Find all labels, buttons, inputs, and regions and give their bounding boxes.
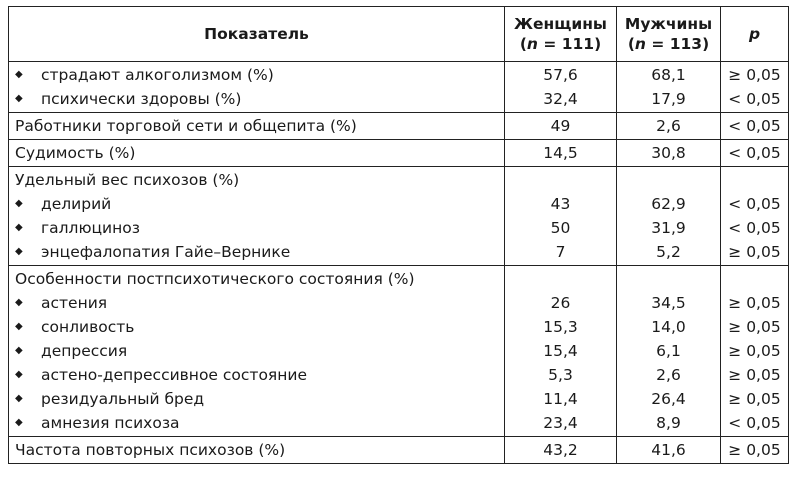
bullet-icon: ◆ [15, 393, 23, 404]
header-men-title: Мужчины [624, 15, 713, 33]
p-value: ≥ 0,05 [728, 318, 781, 336]
men-value: 26,4 [651, 390, 686, 408]
men-value: 5,2 [656, 243, 681, 261]
list-item [9, 216, 504, 240]
list-item-label: страдают алкоголизмом (%) [41, 66, 274, 84]
row-title: Удельный вес психозов (%) [15, 171, 240, 189]
header-women [505, 7, 617, 62]
indicator-cell [9, 113, 505, 140]
men-value: 2,6 [656, 117, 681, 135]
men-cell [617, 167, 721, 266]
table-row [9, 62, 789, 113]
men-value: 62,9 [651, 195, 686, 213]
p-value: ≥ 0,05 [728, 366, 781, 384]
table-row [9, 167, 789, 266]
list-item-label: галлюциноз [41, 219, 140, 237]
p-value: < 0,05 [728, 144, 781, 162]
indicator-cell [9, 437, 505, 464]
bullet-icon: ◆ [15, 321, 23, 332]
header-men-n-label: n [634, 35, 646, 53]
header-men-n: (n = 113) [627, 35, 710, 53]
p-value: < 0,05 [728, 90, 781, 108]
men-value: 14,0 [651, 318, 686, 336]
indicator-cell [9, 62, 505, 113]
row-title: Частота повторных психозов (%) [15, 441, 286, 459]
spacer [721, 168, 788, 192]
men-cell [617, 140, 721, 167]
header-indicator-label: Показатель [204, 25, 309, 43]
indicator-cell [9, 266, 505, 437]
women-cell [505, 266, 617, 437]
p-cell [721, 62, 789, 113]
women-value: 43,2 [543, 441, 578, 459]
men-value: 41,6 [651, 441, 686, 459]
men-value: 34,5 [651, 294, 686, 312]
p-value: ≥ 0,05 [728, 66, 781, 84]
list-item [9, 411, 504, 435]
women-cell [505, 62, 617, 113]
table-row [9, 266, 789, 437]
list-item-label: астения [41, 294, 108, 312]
spacer [505, 168, 616, 192]
spacer [505, 267, 616, 291]
spacer [617, 168, 720, 192]
bullet-icon: ◆ [15, 246, 23, 257]
header-row [9, 7, 789, 62]
table-row [9, 113, 789, 140]
women-cell [505, 167, 617, 266]
list-item-label: психически здоровы (%) [41, 90, 242, 108]
bullet-icon: ◆ [15, 93, 23, 104]
spacer [721, 267, 788, 291]
men-value: 31,9 [651, 219, 686, 237]
p-cell [721, 140, 789, 167]
list-item [9, 315, 504, 339]
women-value: 15,4 [543, 342, 578, 360]
bullet-icon: ◆ [15, 369, 23, 380]
header-men-n-value: = 113) [645, 35, 710, 53]
list-item [9, 339, 504, 363]
list-item [9, 363, 504, 387]
women-value: 49 [550, 117, 571, 135]
list-item-label: сонливость [41, 318, 135, 336]
women-value: 50 [550, 219, 571, 237]
women-cell [505, 113, 617, 140]
list-item-label: депрессия [41, 342, 128, 360]
p-cell [721, 437, 789, 464]
bullet-icon: ◆ [15, 417, 23, 428]
bullet-icon: ◆ [15, 297, 23, 308]
p-value: ≥ 0,05 [728, 441, 781, 459]
row-title: Особенности постпсихотического состояния (%) [15, 270, 415, 288]
comparison-table [8, 6, 789, 464]
women-value: 15,3 [543, 318, 578, 336]
men-cell [617, 62, 721, 113]
table-row [9, 437, 789, 464]
spacer [617, 267, 720, 291]
p-cell [721, 266, 789, 437]
header-indicator [9, 7, 505, 62]
p-value: ≥ 0,05 [728, 243, 781, 261]
header-p-label: p [748, 25, 761, 43]
men-value: 68,1 [651, 66, 686, 84]
list-item-label: энцефалопатия Гайе–Вернике [41, 243, 291, 261]
men-cell [617, 266, 721, 437]
p-value: ≥ 0,05 [728, 390, 781, 408]
women-value: 32,4 [543, 90, 578, 108]
list-item-label: резидуальный бред [41, 390, 205, 408]
header-p [721, 7, 789, 62]
indicator-cell [9, 140, 505, 167]
women-value: 26 [550, 294, 571, 312]
bullet-icon: ◆ [15, 345, 23, 356]
p-value: ≥ 0,05 [728, 294, 781, 312]
women-value: 23,4 [543, 414, 578, 432]
p-value: ≥ 0,05 [728, 342, 781, 360]
bullet-icon: ◆ [15, 69, 23, 80]
men-cell [617, 437, 721, 464]
header-women-n-label: n [526, 35, 538, 53]
table-body [9, 62, 789, 464]
men-value: 8,9 [656, 414, 681, 432]
list-item [9, 387, 504, 411]
women-value: 7 [555, 243, 566, 261]
women-value: 11,4 [543, 390, 578, 408]
header-women-title: Женщины [514, 15, 607, 33]
list-item [9, 192, 504, 216]
women-value: 5,3 [548, 366, 573, 384]
men-cell [617, 113, 721, 140]
indicator-cell [9, 167, 505, 266]
list-item [9, 87, 504, 111]
list-item [9, 63, 504, 87]
list-item [9, 291, 504, 315]
p-value: < 0,05 [728, 195, 781, 213]
women-value: 57,6 [543, 66, 578, 84]
table-row [9, 140, 789, 167]
header-men [617, 7, 721, 62]
women-cell [505, 140, 617, 167]
bullet-icon: ◆ [15, 222, 23, 233]
p-cell [721, 113, 789, 140]
women-value: 43 [550, 195, 571, 213]
men-value: 6,1 [656, 342, 681, 360]
p-value: < 0,05 [728, 219, 781, 237]
women-cell [505, 437, 617, 464]
p-value: < 0,05 [728, 414, 781, 432]
women-value: 14,5 [543, 144, 578, 162]
bullet-icon: ◆ [15, 198, 23, 209]
list-item-label: амнезия психоза [41, 414, 180, 432]
list-item [9, 240, 504, 264]
men-value: 2,6 [656, 366, 681, 384]
row-title: Работники торговой сети и общепита (%) [15, 117, 357, 135]
list-item-label: астено-депрессивное состояние [41, 366, 307, 384]
row-title: Судимость (%) [15, 144, 136, 162]
header-women-n: (n = 111) [519, 35, 602, 53]
p-cell [721, 167, 789, 266]
header-women-n-value: = 111) [537, 35, 602, 53]
list-item-label: делирий [41, 195, 112, 213]
men-value: 30,8 [651, 144, 686, 162]
p-value: < 0,05 [728, 117, 781, 135]
men-value: 17,9 [651, 90, 686, 108]
